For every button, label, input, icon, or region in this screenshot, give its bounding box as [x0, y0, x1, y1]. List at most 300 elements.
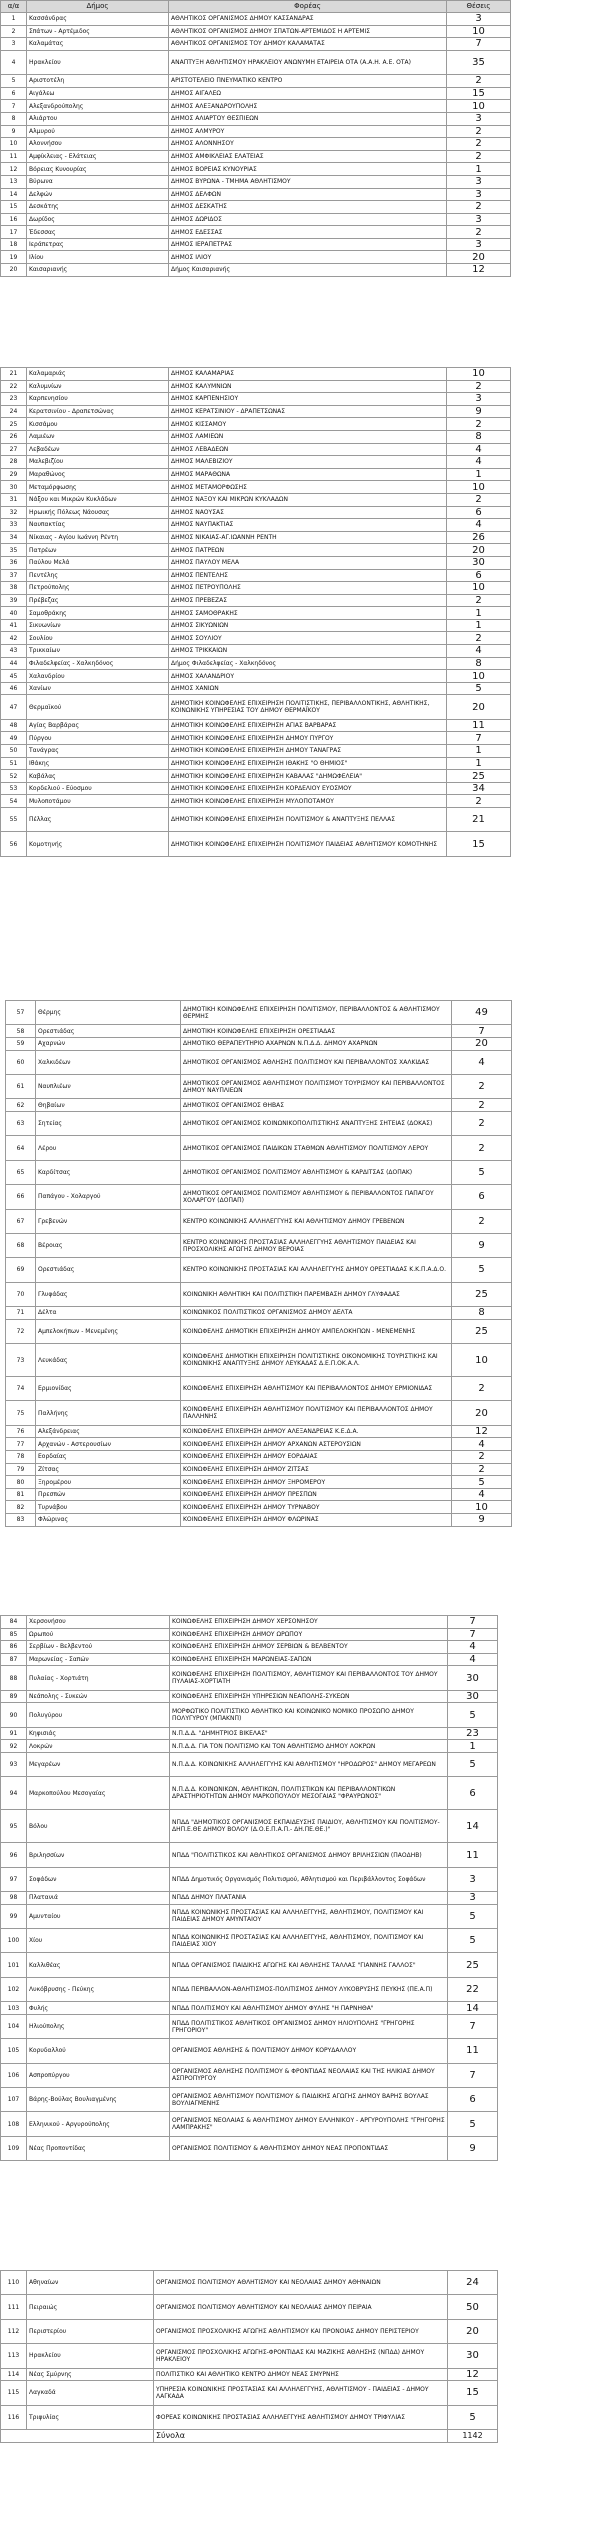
table-row: [1, 1666, 498, 1690]
municipality-cell: Ελληνικού - Αργυρούπολης: [27, 2112, 170, 2136]
row-number: 34: [1, 531, 27, 544]
entity-cell: ΔΗΜΟΤΙΚΟΣ ΟΡΓΑΝΙΣΜΟΣ ΚΟΙΝΩΝΙΚΟΠΟΛΙΤΙΣΤΙΚΗΣ ΑΝΑΠΤΥΞΗΣ ΣΗΤΕΙΑΣ (ΔΟΚΑΣ): [181, 1111, 452, 1135]
table-row: [1, 264, 511, 277]
row-number: 57: [6, 1001, 36, 1025]
row-number: 103: [1, 2002, 27, 2015]
municipality-cell: Πειραιώς: [27, 2295, 154, 2319]
positions-cell: 50: [448, 2295, 498, 2319]
table-row: [6, 1488, 512, 1501]
positions-cell: 7: [447, 38, 511, 51]
positions-cell: 4: [447, 645, 511, 658]
entity-cell: ΔΗΜΟΤΙΚΗ ΚΟΙΝΩΦΕΛΗΣ ΕΠΙΧΕΙΡΗΣΗ ΚΑΒΑΛΑΣ "ΔΗΜΩΦΕΛΕΙΑ": [169, 770, 447, 783]
positions-cell: 12: [447, 264, 511, 277]
table-row: [6, 1319, 512, 1343]
row-number: 107: [1, 2088, 27, 2112]
table-row: [1, 13, 511, 26]
table-segment-1: [0, 0, 511, 277]
municipality-cell: Βόρειας Κυνουρίας: [27, 163, 169, 176]
entity-cell: ΝΠΔΔ ΚΟΙΝΩΝΙΚΗΣ ΠΡΟΣΤΑΣΙΑΣ ΚΑΙ ΑΛΛΗΛΕΓΓΥΗΣ, ΑΘΛΗΤΙΣΜΟΥ, ΠΟΛΙΤΙΣΜΟΥ ΚΑΙ ΠΑΙΔΕΙΑΣ ΔΗΜΟΥ ΑΜΥΝΤΑΙΟΥ: [170, 1904, 448, 1928]
positions-cell: 12: [448, 2368, 498, 2381]
entity-cell: ΔΗΜΟΤΙΚΟΣ ΟΡΓΑΝΙΣΜΟΣ ΠΟΛΙΤΙΣΜΟΥ ΑΘΛΗΤΙΣΜΟΥ & ΠΕΡΙΒΑΛΛΟΝΤΟΣ ΠΑΠΑΓΟΥ ΧΟΛΑΡΓΟΥ (ΔΟΠΑΠ): [181, 1185, 452, 1209]
entity-cell: ΔΗΜΟΤΙΚΗ ΚΟΙΝΩΦΕΛΗΣ ΕΠΙΧΕΙΡΗΣΗ ΠΟΛΙΤΙΣΜΟΥ & ΑΝΑΠΤΥΞΗΣ ΠΕΛΛΑΣ: [169, 807, 447, 831]
table-row: [6, 1451, 512, 1464]
table-row: [6, 1501, 512, 1514]
entity-cell: ΟΡΓΑΝΙΣΜΟΣ ΠΟΛΙΤΙΣΜΟΥ ΑΘΛΗΤΙΣΜΟΥ ΚΑΙ ΝΕΟΛΑΙΑΣ ΔΗΜΟΥ ΠΕΙΡΑΙΑ: [154, 2295, 448, 2319]
municipality-cell: Παπάγου - Χολαργού: [36, 1185, 181, 1209]
table-row: [1, 1810, 498, 1843]
table-row: [1, 2344, 498, 2368]
table-row: [1, 1740, 498, 1753]
positions-cell: 5: [447, 682, 511, 695]
row-number: 38: [1, 582, 27, 595]
table-row: [6, 1074, 512, 1098]
entity-cell: ΚΟΙΝΩΦΕΛΗΣ ΔΗΜΟΤΙΚΗ ΕΠΙΧΕΙΡΗΣΗ ΠΟΛΙΤΙΣΤΙΚΗΣ ΟΙΚΟΝΟΜΙΚΗΣ ΤΟΥΡΙΣΤΙΚΗΣ ΚΑΙ ΚΟΙΝΩΝΙΚΗΣ ΑΝΑΠΤΥΞΗΣ ΔΗΜΟΥ ΛΕΥΚΑΔΑΣ Δ.Ε.Π.ΟΚ.Α.Λ.: [181, 1344, 452, 1377]
entity-cell: ΔΗΜΟΣ ΑΛΕΞΑΝΔΡΟΥΠΟΛΗΣ: [169, 100, 447, 113]
entity-cell: ΔΗΜΟΣ ΚΑΛΑΜΑΡΙΑΣ: [169, 368, 447, 381]
positions-cell: 2: [447, 201, 511, 214]
entity-cell: ΔΗΜΟΣ ΑΛΟΝΝΗΣΟΥ: [169, 138, 447, 151]
municipality-cell: Καλλιθέας: [27, 1953, 170, 1977]
positions-cell: 14: [448, 1810, 498, 1843]
positions-cell: 8: [447, 657, 511, 670]
positions-cell: 9: [448, 2136, 498, 2160]
entity-cell: ΔΗΜΟΣ ΠΑΤΡΕΩΝ: [169, 544, 447, 557]
entity-cell: ΔΗΜΟΣ ΠΑΥΛΟΥ ΜΕΛΑ: [169, 556, 447, 569]
entity-cell: ΔΗΜΟΣ ΣΟΥΛΙΟΥ: [169, 632, 447, 645]
row-number: 71: [6, 1307, 36, 1320]
positions-cell: 5: [452, 1258, 512, 1282]
row-number: 44: [1, 657, 27, 670]
municipality-cell: Λαμιέων: [27, 430, 169, 443]
entity-cell: ΔΗΜΟΣ ΛΕΒΑΔΕΩΝ: [169, 443, 447, 456]
table-row: [6, 1025, 512, 1038]
entity-cell: ΔΗΜΟΣ ΜΑΡΑΘΩΝΑ: [169, 468, 447, 481]
positions-cell: 2: [452, 1074, 512, 1098]
municipality-cell: Βάρης-Βούλας Βουλιαγμένης: [27, 2088, 170, 2112]
positions-cell: 2: [452, 1136, 512, 1160]
municipality-cell: Λοκρών: [27, 1740, 170, 1753]
row-number: 106: [1, 2063, 27, 2087]
entity-cell: ΑΝΑΠΤΥΞΗ ΑΘΛΗΤΙΣΜΟΥ ΗΡΑΚΛΕΙΟΥ ΑΝΩΝΥΜΗ ΕΤΑΙΡΕΙΑ ΟΤΑ (Α.Α.Η. Α.Ε. ΟΤΑ): [169, 50, 447, 74]
entity-cell: ΚΕΝΤΡΟ ΚΟΙΝΩΝΙΚΗΣ ΠΡΟΣΤΑΣΙΑΣ ΑΛΛΗΛΕΓΓΥΗΣ ΑΘΛΗΤΙΣΜΟΥ ΠΑΙΔΕΙΑΣ ΚΑΙ ΠΡΟΣΧΟΛΙΚΗΣ ΑΓΩΓΗΣ ΔΗΜΟΥ ΒΕΡΟΙΑΣ: [181, 1233, 452, 1257]
row-number: 72: [6, 1319, 36, 1343]
municipality-cell: Παύλου Μελά: [27, 556, 169, 569]
table-row: [1, 519, 511, 532]
positions-cell: 10: [452, 1344, 512, 1377]
row-number: 46: [1, 682, 27, 695]
municipality-cell: Βόλου: [27, 1810, 170, 1843]
positions-cell: 1: [447, 163, 511, 176]
municipality-cell: Αμφίκλειας - Ελάτειας: [27, 150, 169, 163]
row-number: 91: [1, 1727, 27, 1740]
entity-cell: ΔΗΜΟΤΙΚΗ ΚΟΙΝΩΦΕΛΗΣ ΕΠΙΧΕΙΡΗΣΗ ΚΟΡΔΕΛΙΟΥ ΕΥΟΣΜΟΥ: [169, 782, 447, 795]
municipality-cell: Αθηναίων: [27, 2271, 154, 2295]
table-row: [1, 2381, 498, 2405]
table-row: [1, 795, 511, 808]
table-row: [1, 175, 511, 188]
municipality-cell: Πετρούπολης: [27, 582, 169, 595]
positions-cell: 2: [447, 493, 511, 506]
table-row: [1, 1616, 498, 1629]
row-number: 26: [1, 430, 27, 443]
positions-cell: 2: [452, 1377, 512, 1401]
positions-cell: 7: [447, 732, 511, 745]
row-number: 113: [1, 2344, 27, 2368]
table-row: [1, 100, 511, 113]
positions-cell: 5: [448, 1752, 498, 1776]
table-row: [6, 1258, 512, 1282]
row-number: 110: [1, 2271, 27, 2295]
municipality-cell: Κηφισιάς: [27, 1727, 170, 1740]
table-row: [1, 531, 511, 544]
row-number: 45: [1, 670, 27, 683]
row-number: 96: [1, 1843, 27, 1867]
positions-cell: 2: [447, 594, 511, 607]
table-row: [6, 1233, 512, 1257]
table-row: [1, 456, 511, 469]
table-row: [1, 1977, 498, 2001]
row-number: 109: [1, 2136, 27, 2160]
entity-cell: ΔΗΜΟΤΙΚΗ ΚΟΙΝΩΦΕΛΗΣ ΕΠΙΧΕΙΡΗΣΗ ΠΟΛΙΤΙΣΜΟΥ ΠΑΙΔΕΙΑΣ ΑΘΛΗΤΙΣΜΟΥ ΚΟΜΟΤΗΝΗΣ: [169, 832, 447, 856]
row-number: 105: [1, 2039, 27, 2063]
positions-cell: 6: [452, 1185, 512, 1209]
municipality-cell: Θέρμης: [36, 1001, 181, 1025]
positions-cell: 6: [447, 506, 511, 519]
municipality-cell: Χερσονήσου: [27, 1616, 170, 1629]
entity-cell: ΟΡΓΑΝΙΣΜΟΣ ΝΕΟΛΑΙΑΣ & ΑΘΛΗΤΙΣΜΟΥ ΔΗΜΟΥ ΕΛΛΗΝΙΚΟΥ - ΑΡΓΥΡΟΥΠΟΛΗΣ "ΓΡΗΓΟΡΗΣ ΛΑΜΠΡΑΚΗΣ": [170, 2112, 448, 2136]
row-number: 80: [6, 1476, 36, 1489]
table-row: [6, 1111, 512, 1135]
row-number: 53: [1, 782, 27, 795]
entity-cell: ΝΠΔΔ ΠΟΛΙΤΙΣΜΟΥ ΚΑΙ ΑΘΛΗΤΙΣΜΟΥ ΔΗΜΟΥ ΦΥΛΗΣ "Η ΠΑΡΝΗΘΑ": [170, 2002, 448, 2015]
row-number: 93: [1, 1752, 27, 1776]
municipality-cell: Σαμοθράκης: [27, 607, 169, 620]
row-number: 56: [1, 832, 27, 856]
municipality-cell: Καλαμαριάς: [27, 368, 169, 381]
positions-cell: 30: [448, 2344, 498, 2368]
municipality-cell: Πλατανιά: [27, 1892, 170, 1905]
row-number: 2: [1, 25, 27, 38]
entity-cell: ΝΠΔΔ ΟΡΓΑΝΙΣΜΟΣ ΠΑΙΔΙΚΗΣ ΑΓΩΓΗΣ ΚΑΙ ΑΘΛΗΣΗΣ ΤΑΛΛΑΣ "ΓΙΑΝΝΗΣ ΓΑΛΛΟΣ": [170, 1953, 448, 1977]
municipality-cell: Έδεσσας: [27, 226, 169, 239]
table-row: [1, 582, 511, 595]
positions-cell: 20: [452, 1401, 512, 1425]
municipality-cell: Νεάπολης - Συκεών: [27, 1690, 170, 1703]
entity-cell: ΚΟΙΝΩΦΕΛΗΣ ΕΠΙΧΕΙΡΗΣΗ ΜΑΡΩΝΕΙΑΣ-ΣΑΠΩΝ: [170, 1653, 448, 1666]
row-number: 112: [1, 2319, 27, 2343]
positions-cell: 1: [447, 619, 511, 632]
row-number: 104: [1, 2014, 27, 2038]
entity-cell: ΔΗΜΟΣ ΚΑΛΥΜΝΙΩΝ: [169, 380, 447, 393]
municipality-cell: Εορδαίας: [36, 1451, 181, 1464]
row-number: 67: [6, 1209, 36, 1233]
municipality-cell: Καλυμνίων: [27, 380, 169, 393]
header-num: α/α: [1, 1, 27, 13]
table-row: [6, 1099, 512, 1112]
table-row: [1, 670, 511, 683]
municipality-cell: Αμυνταίου: [27, 1904, 170, 1928]
header-municipality: Δήμος: [27, 1, 169, 13]
table-row: [1, 125, 511, 138]
table-row: [1, 2112, 498, 2136]
positions-cell: 10: [447, 670, 511, 683]
entity-cell: ΔΗΜΟΣ ΕΔΕΣΣΑΣ: [169, 226, 447, 239]
row-number: 36: [1, 556, 27, 569]
row-number: 85: [1, 1628, 27, 1641]
table-row: [6, 1307, 512, 1320]
municipality-cell: Σπάτων - Αρτέμιδος: [27, 25, 169, 38]
row-number: 95: [1, 1810, 27, 1843]
municipality-cell: Αλεξανδρούπολης: [27, 100, 169, 113]
row-number: 27: [1, 443, 27, 456]
municipality-cell: Καρδίτσας: [36, 1160, 181, 1184]
table-row: [6, 1463, 512, 1476]
row-number: 90: [1, 1703, 27, 1727]
table-row: [1, 1653, 498, 1666]
row-number: 5: [1, 75, 27, 88]
positions-cell: 23: [448, 1727, 498, 1740]
table-row: [1, 87, 511, 100]
entity-cell: ΚΟΙΝΩΦΕΛΗΣ ΕΠΙΧΕΙΡΗΣΗ ΔΗΜΟΥ ΑΛΕΞΑΝΔΡΕΙΑΣ Κ.Ε.Δ.Α.: [181, 1425, 452, 1438]
municipality-cell: Δελφών: [27, 188, 169, 201]
municipality-cell: Νίκαιας - Αγίου Ιωάννη Ρέντη: [27, 531, 169, 544]
row-number: 21: [1, 368, 27, 381]
municipality-cell: Δέλτα: [36, 1307, 181, 1320]
table-row: [1, 1703, 498, 1727]
entity-cell: ΔΗΜΟΤΙΚΗ ΚΟΙΝΩΦΕΛΗΣ ΕΠΙΧΕΙΡΗΣΗ ΜΥΛΟΠΟΤΑΜΟΥ: [169, 795, 447, 808]
entity-cell: ΔΗΜΟΤΙΚΗ ΚΟΙΝΩΦΕΛΗΣ ΕΠΙΧΕΙΡΗΣΗ ΠΟΛΙΤΙΣΜΟΥ, ΠΕΡΙΒΑΛΛΟΝΤΟΣ & ΑΘΛΗΤΙΣΜΟΥ ΘΕΡΜΗΣ: [181, 1001, 452, 1025]
table-row: [1, 368, 511, 381]
municipality-cell: Μαρωνείας - Σαπών: [27, 1653, 170, 1666]
row-number: 78: [6, 1451, 36, 1464]
table-row: [1, 732, 511, 745]
entity-cell: ΥΠΗΡΕΣΙΑ ΚΟΙΝΩΝΙΚΗΣ ΠΡΟΣΤΑΣΙΑΣ ΚΑΙ ΑΛΛΗΛΕΓΓΥΗΣ, ΑΘΛΗΤΙΣΜΟΥ - ΠΑΙΔΕΙΑΣ - ΔΗΜΟΥ ΛΑΓΚΑΔΑ: [154, 2381, 448, 2405]
entity-cell: ΔΗΜΟΤΙΚΗ ΚΟΙΝΩΦΕΛΗΣ ΕΠΙΧΕΙΡΗΣΗ ΑΓΙΑΣ ΒΑΡΒΑΡΑΣ: [169, 719, 447, 732]
municipality-cell: Πύργου: [27, 732, 169, 745]
table-row: [1, 112, 511, 125]
table-row: [1, 719, 511, 732]
municipality-cell: Χανίων: [27, 682, 169, 695]
municipality-cell: Βέροιας: [36, 1233, 181, 1257]
positions-cell: 1: [447, 745, 511, 758]
municipality-cell: Καισαριανής: [27, 264, 169, 277]
row-number: 43: [1, 645, 27, 658]
row-number: 13: [1, 175, 27, 188]
positions-cell: 7: [452, 1025, 512, 1038]
row-number: 60: [6, 1050, 36, 1074]
total-label: Σύνολα: [154, 2429, 448, 2442]
entity-cell: Ν.Π.Δ.Δ. "ΔΗΜΗΤΡΙΟΣ ΒΙΚΕΛΑΣ": [170, 1727, 448, 1740]
table-segment-4: [0, 1615, 498, 2161]
positions-cell: 6: [448, 2088, 498, 2112]
positions-cell: 10: [447, 582, 511, 595]
positions-cell: 22: [448, 1977, 498, 2001]
municipality-cell: Τριφυλίας: [27, 2405, 154, 2429]
row-number: 108: [1, 2112, 27, 2136]
positions-cell: 2: [447, 632, 511, 645]
table-row: [1, 544, 511, 557]
table-row: [6, 1185, 512, 1209]
row-number: 49: [1, 732, 27, 745]
municipality-cell: Τυρνάβου: [36, 1501, 181, 1514]
row-number: 32: [1, 506, 27, 519]
row-number: 3: [1, 38, 27, 51]
positions-cell: 10: [447, 25, 511, 38]
table-row: [1, 75, 511, 88]
positions-cell: 26: [447, 531, 511, 544]
municipality-cell: Καλαμάτας: [27, 38, 169, 51]
row-number: 15: [1, 201, 27, 214]
row-number: 100: [1, 1929, 27, 1953]
positions-cell: 4: [452, 1488, 512, 1501]
row-number: 83: [6, 1514, 36, 1527]
entity-cell: ΔΗΜΟΣ ΝΑΟΥΣΑΣ: [169, 506, 447, 519]
table-row: [1, 2295, 498, 2319]
table-row: [1, 2002, 498, 2015]
entity-cell: ΟΡΓΑΝΙΣΜΟΣ ΑΘΛΗΤΙΣΜΟΥ ΠΟΛΙΤΙΣΜΟΥ & ΠΑΙΔΙΚΗΣ ΑΓΩΓΗΣ ΔΗΜΟΥ ΒΑΡΗΣ ΒΟΥΛΑΣ ΒΟΥΛΙΑΓΜΕΝΗΣ: [170, 2088, 448, 2112]
municipality-cell: Αμπελοκήπων - Μενεμένης: [36, 1319, 181, 1343]
positions-cell: 10: [452, 1501, 512, 1514]
municipality-cell: Ιθάκης: [27, 757, 169, 770]
row-number: 52: [1, 770, 27, 783]
municipality-cell: Πυλαίας - Χορτιάτη: [27, 1666, 170, 1690]
positions-cell: 1: [448, 1740, 498, 1753]
positions-cell: 5: [448, 1904, 498, 1928]
entity-cell: ΔΗΜΟΣ ΔΕΣΚΑΤΗΣ: [169, 201, 447, 214]
positions-cell: 2: [452, 1209, 512, 1233]
municipality-cell: Νέας Προποντίδας: [27, 2136, 170, 2160]
entity-cell: ΚΟΙΝΩΦΕΛΗΣ ΕΠΙΧΕΙΡΗΣΗ ΑΘΛΗΤΙΣΜΟΥ ΚΑΙ ΠΕΡΙΒΑΛΛΟΝΤΟΣ ΔΗΜΟΥ ΕΡΜΙΟΝΙΔΑΣ: [181, 1377, 452, 1401]
municipality-cell: Κορυδαλλού: [27, 2039, 170, 2063]
municipality-cell: Ερμιονίδας: [36, 1377, 181, 1401]
row-number: 59: [6, 1037, 36, 1050]
entity-cell: ΚΟΙΝΩΦΕΛΗΣ ΕΠΙΧΕΙΡΗΣΗ ΔΗΜΟΥ ΣΕΡΒΙΩΝ & ΒΕΛΒΕΝΤΟΥ: [170, 1641, 448, 1654]
row-number: 1: [1, 13, 27, 26]
table-row: [1, 405, 511, 418]
municipality-cell: Σερβίων - Βελβεντού: [27, 1641, 170, 1654]
table-row: [1, 25, 511, 38]
entity-cell: ΑΡΙΣΤΟΤΕΛΕΙΟ ΠΝΕΥΜΑΤΙΚΟ ΚΕΝΤΡΟ: [169, 75, 447, 88]
positions-cell: 30: [448, 1666, 498, 1690]
table-row: [1, 380, 511, 393]
row-number: 114: [1, 2368, 27, 2381]
row-number: 99: [1, 1904, 27, 1928]
positions-cell: 5: [452, 1160, 512, 1184]
positions-cell: 2: [447, 150, 511, 163]
municipality-cell: Ιεράπετρας: [27, 238, 169, 251]
positions-cell: 21: [447, 807, 511, 831]
positions-cell: 7: [448, 2063, 498, 2087]
positions-cell: 3: [447, 175, 511, 188]
row-number: 63: [6, 1111, 36, 1135]
positions-cell: 11: [448, 2039, 498, 2063]
table-row: [1, 213, 511, 226]
table-row: [1, 468, 511, 481]
entity-cell: ΚΟΙΝΩΦΕΛΗΣ ΕΠΙΧΕΙΡΗΣΗ ΔΗΜΟΥ ΤΥΡΝΑΒΟΥ: [181, 1501, 452, 1514]
table-row: [1, 770, 511, 783]
entity-cell: ΝΠΔΔ ΔΗΜΟΥ ΠΛΑΤΑΝΙΑ: [170, 1892, 448, 1905]
row-number: 76: [6, 1425, 36, 1438]
entity-cell: ΔΗΜΟΣ ΧΑΛΑΝΔΡΙΟΥ: [169, 670, 447, 683]
entity-cell: ΚΟΙΝΩΦΕΛΗΣ ΕΠΙΧΕΙΡΗΣΗ ΔΗΜΟΥ ΠΡΕΣΠΩΝ: [181, 1488, 452, 1501]
positions-cell: 34: [447, 782, 511, 795]
entity-cell: Ν.Π.Δ.Δ. ΓΙΑ ΤΟΝ ΠΟΛΙΤΙΣΜΟ ΚΑΙ ΤΟΝ ΑΘΛΗΤΙΣΜΟ ΔΗΜΟΥ ΛΟΚΡΩΝ: [170, 1740, 448, 1753]
row-number: 48: [1, 719, 27, 732]
positions-cell: 15: [448, 2381, 498, 2405]
entity-cell: ΚΟΙΝΩΦΕΛΗΣ ΕΠΙΧΕΙΡΗΣΗ ΔΗΜΟΥ ΩΡΩΠΟΥ: [170, 1628, 448, 1641]
table-row: [1, 695, 511, 719]
entity-cell: ΔΗΜΟΤΙΚΗ ΚΟΙΝΩΦΕΛΗΣ ΕΠΙΧΕΙΡΗΣΗ ΔΗΜΟΥ ΤΑΝΑΓΡΑΣ: [169, 745, 447, 758]
positions-cell: 15: [447, 87, 511, 100]
entity-cell: ΦΟΡΕΑΣ ΚΟΙΝΩΝΙΚΗΣ ΠΡΟΣΤΑΣΙΑΣ ΑΛΛΗΛΕΓΓΥΗΣ ΑΘΛΗΤΙΣΜΟΥ ΔΗΜΟΥ ΤΡΙΦΥΛΙΑΣ: [154, 2405, 448, 2429]
table-row: [1, 832, 511, 856]
row-number: 54: [1, 795, 27, 808]
entity-cell: ΔΗΜΟΣ ΣΑΜΟΘΡΑΚΗΣ: [169, 607, 447, 620]
row-number: 82: [6, 1501, 36, 1514]
municipality-cell: Βριλησσίων: [27, 1843, 170, 1867]
table-row: [6, 1476, 512, 1489]
municipality-cell: Λεβαδέων: [27, 443, 169, 456]
entity-cell: ΟΡΓΑΝΙΣΜΟΣ ΠΟΛΙΤΙΣΜΟΥ & ΑΘΛΗΤΙΣΜΟΥ ΔΗΜΟΥ ΝΕΑΣ ΠΡΟΠΟΝΤΙΔΑΣ: [170, 2136, 448, 2160]
entity-cell: ΔΗΜΟΣ ΝΑΥΠΑΚΤΙΑΣ: [169, 519, 447, 532]
entity-cell: ΔΗΜΟΣ ΒΟΡΕΙΑΣ ΚΥΝΟΥΡΙΑΣ: [169, 163, 447, 176]
municipality-cell: Σοφάδων: [27, 1867, 170, 1891]
municipality-cell: Περιστερίου: [27, 2319, 154, 2343]
entity-cell: ΑΘΛΗΤΙΚΟΣ ΟΡΓΑΝΙΣΜΟΣ ΔΗΜΟΥ ΣΠΑΤΩΝ-ΑΡΤΕΜΙΔΟΣ Η ΑΡΤΕΜΙΣ: [169, 25, 447, 38]
table-row: [1, 163, 511, 176]
positions-cell: 4: [447, 519, 511, 532]
positions-cell: 12: [452, 1425, 512, 1438]
municipality-cell: Ορεστιάδας: [36, 1025, 181, 1038]
municipality-cell: Αλεξάνδρειας: [36, 1425, 181, 1438]
positions-cell: 10: [447, 100, 511, 113]
municipality-cell: Χαλανδρίου: [27, 670, 169, 683]
row-number: 64: [6, 1136, 36, 1160]
row-number: 101: [1, 1953, 27, 1977]
row-number: 87: [1, 1653, 27, 1666]
entity-cell: ΔΗΜΟΣ ΝΙΚΑΙΑΣ-ΑΓ.ΙΩΑΝΝΗ ΡΕΝΤΗ: [169, 531, 447, 544]
positions-cell: 20: [447, 544, 511, 557]
positions-cell: 3: [447, 188, 511, 201]
municipality-cell: Τανάγρας: [27, 745, 169, 758]
table-row: [1, 138, 511, 151]
municipality-cell: Πολυγύρου: [27, 1703, 170, 1727]
entity-cell: Δήμος Φιλαδελφείας - Χαλκηδόνος: [169, 657, 447, 670]
entity-cell: ΚΕΝΤΡΟ ΚΟΙΝΩΝΙΚΗΣ ΠΡΟΣΤΑΣΙΑΣ ΚΑΙ ΑΛΛΗΛΕΓΓΥΗΣ ΔΗΜΟΥ ΟΡΕΣΤΙΑΔΑΣ Κ.Κ.Π.Α.Δ.Ο.: [181, 1258, 452, 1282]
row-number: 37: [1, 569, 27, 582]
row-number: 79: [6, 1463, 36, 1476]
entity-cell: ΝΠΔΔ ΚΟΙΝΩΝΙΚΗΣ ΠΡΟΣΤΑΣΙΑΣ ΚΑΙ ΑΛΛΗΛΕΓΓΥΗΣ, ΑΘΛΗΤΙΣΜΟΥ, ΠΟΛΙΤΙΣΜΟΥ ΚΑΙ ΠΑΙΔΕΙΑΣ ΧΙΟΥ: [170, 1929, 448, 1953]
entity-cell: ΚΟΙΝΩΦΕΛΗΣ ΕΠΙΧΕΙΡΗΣΗ ΠΟΛΙΤΙΣΜΟΥ, ΑΘΛΗΤΙΣΜΟΥ ΚΑΙ ΠΕΡΙΒΑΛΛΟΝΤΟΣ ΤΟΥ ΔΗΜΟΥ ΠΥΛΑΙΑΣ-ΧΟΡΤΙΑΤΗ: [170, 1666, 448, 1690]
positions-cell: 2: [452, 1451, 512, 1464]
municipality-cell: Γρεβενών: [36, 1209, 181, 1233]
entity-cell: ΚΟΙΝΩΝΙΚΗ ΑΘΛΗΤΙΚΗ ΚΑΙ ΠΟΛΙΤΙΣΤΙΚΗ ΠΑΡΕΜΒΑΣΗ ΔΗΜΟΥ ΓΛΥΦΑΔΑΣ: [181, 1282, 452, 1306]
entity-cell: ΑΘΛΗΤΙΚΟΣ ΟΡΓΑΝΙΣΜΟΣ ΤΟΥ ΔΗΜΟΥ ΚΑΛΑΜΑΤΑΣ: [169, 38, 447, 51]
table-row: [1, 188, 511, 201]
positions-cell: 5: [452, 1476, 512, 1489]
entity-cell: ΔΗΜΟΤΙΚΗ ΚΟΙΝΩΦΕΛΗΣ ΕΠΙΧΕΙΡΗΣΗ ΠΟΛΙΤΙΣΤΙΚΗΣ, ΠΕΡΙΒΑΛΛΟΝΤΙΚΗΣ, ΑΘΛΗΤΙΚΗΣ, ΚΟΙΝΩΝΙΚΗΣ ΥΠΗΡΕΣΙΑΣ ΤΟΥ ΔΗΜΟΥ ΘΕΡΜΑΪΚΟΥ: [169, 695, 447, 719]
row-number: 7: [1, 100, 27, 113]
positions-cell: 5: [448, 1929, 498, 1953]
row-number: 25: [1, 418, 27, 431]
positions-cell: 8: [447, 430, 511, 443]
municipality-cell: Κασσάνδρας: [27, 13, 169, 26]
entity-cell: ΔΗΜΟΣ ΔΩΡΙΔΟΣ: [169, 213, 447, 226]
row-number: 22: [1, 380, 27, 393]
row-number: 102: [1, 1977, 27, 2001]
row-number: 41: [1, 619, 27, 632]
municipality-cell: Αγίας Βαρβάρας: [27, 719, 169, 732]
